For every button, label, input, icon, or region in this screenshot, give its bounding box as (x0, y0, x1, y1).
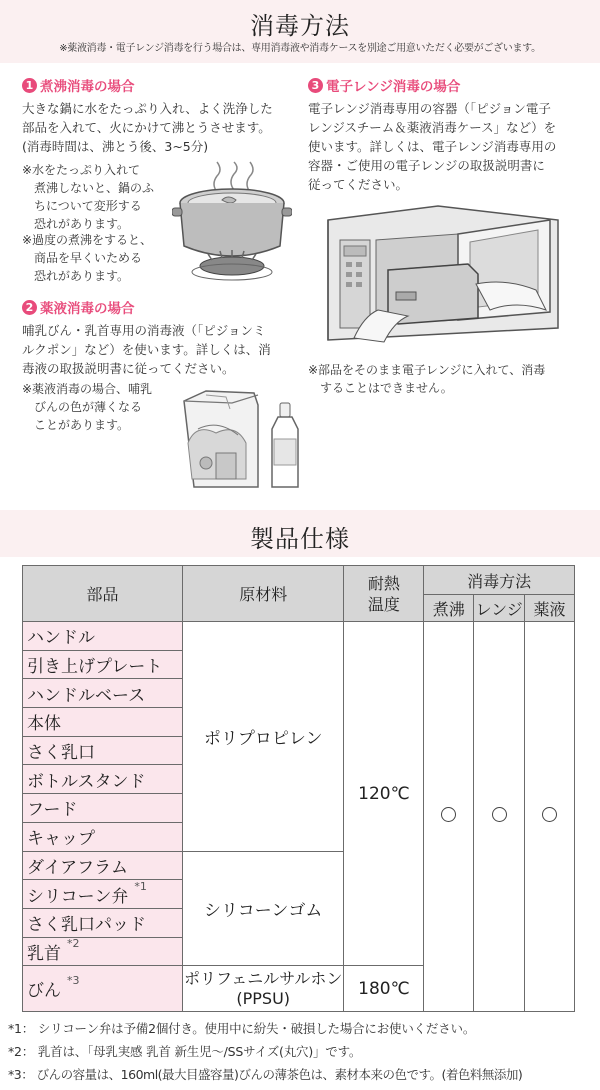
material-cell: シリコーンゴム (182, 851, 344, 966)
part-label: シリコーン弁 (27, 886, 129, 907)
boiling-title (22, 75, 135, 95)
chemical-title (22, 297, 135, 317)
chemical-title-text: 薬液消毒の場合 (40, 301, 135, 317)
microwave-title (308, 75, 460, 95)
material-cell: ポリプロピレン (182, 622, 344, 852)
material-cell: ポリフェニルサルホン (PPSU) (182, 966, 344, 1012)
disinfection-header-band (0, 0, 600, 63)
header-chem: 薬液 (525, 595, 575, 622)
table-row-part: キャップ (23, 822, 183, 851)
number-badge: 2 (22, 300, 37, 315)
footnote-3: *3： びんの容量は、160ml(最大目盛容量)びんの薄茶色は、素材本来の色です。(着色料無添加) (8, 1067, 523, 1082)
pot-on-stove-illustration (172, 158, 292, 283)
table-row-part: ボトルスタンド (23, 765, 183, 794)
number-badge: 1 (22, 78, 37, 93)
header-boil: 煮沸 (424, 595, 474, 622)
table-row-part (23, 880, 183, 909)
footnote-mark: *1 (134, 879, 147, 893)
temp-cell: 120℃ (344, 622, 424, 966)
section-title-disinfection: 消毒方法 (250, 12, 350, 40)
table-row-part: さく乳口 (23, 736, 183, 765)
boiling-body: 大きな鍋に水をたっぷり入れ、よく洗浄した 部品を入れて、火にかけて沸とうさせます。 (消毒時間は、沸とう後、3~5分) (22, 101, 273, 154)
circle-icon (492, 807, 507, 822)
table-row-part: ダイアフラム (23, 851, 183, 880)
circle-icon (441, 807, 456, 822)
microwave-body: 電子レンジ消毒専用の容器（「ピジョン電子 レンジスチーム＆薬液消毒ケース」など）を 使います。詳しくは、電子レンジ消毒専用の 容器・ご使用の電子レンジの取扱説明書に 従ってください。 (308, 101, 557, 192)
table-row-part: フード (23, 794, 183, 823)
disinfectant-container-illustration (176, 383, 301, 493)
microwave-title-text: 電子レンジ消毒の場合 (326, 79, 461, 95)
boil-mark (424, 622, 474, 1012)
boiling-note-2: ※過度の煮沸をすると、 商品を早くいためる 恐れがあります。 (22, 233, 153, 283)
disinfection-note: ※薬液消毒・電子レンジ消毒を行う場合は、専用消毒液や消毒ケースを別途ご用意いただく必要がございます。 (59, 43, 541, 54)
boiling-title-text: 煮沸消毒の場合 (40, 79, 135, 95)
table-row-part: ハンドルベース (23, 679, 183, 708)
header-temp: 耐熱 温度 (344, 566, 424, 622)
table-row-part: 引き上げプレート (23, 650, 183, 679)
temp-cell: 180℃ (344, 966, 424, 1012)
chemical-body: 哺乳びん・乳首専用の消毒液（「ピジョンミ ルクポン」など）を使います。詳しくは、消 毒液の取扱説明書に従ってください。 (22, 323, 271, 376)
number-badge: 3 (308, 78, 323, 93)
footnotes (8, 1017, 598, 1086)
footnote-mark: *2 (67, 936, 80, 950)
section-title-spec: 製品仕様 (250, 525, 350, 553)
part-label: 乳首 (27, 943, 61, 964)
microwave-illustration (318, 200, 593, 350)
table-row-part: ハンドル (23, 622, 183, 651)
chem-mark (525, 622, 575, 1012)
microwave-note: ※部品をそのまま電子レンジに入れて、消毒 することはできません。 (308, 363, 546, 395)
footnote-2: *2： 乳首は、「母乳実感 乳首 新生児～/SSサイズ(丸穴)」です。 (8, 1044, 362, 1059)
header-range: レンジ (474, 595, 525, 622)
spec-table (22, 565, 575, 1012)
range-mark (474, 622, 525, 1012)
footnote-1: *1： シリコーン弁は予備2個付き。使用中に紛失・破損した場合にお使いください。 (8, 1021, 476, 1036)
header-method: 消毒方法 (424, 566, 575, 595)
chemical-note: ※薬液消毒の場合、哺乳 びんの色が薄くなる ことがあります。 (22, 382, 153, 432)
header-material: 原材料 (182, 566, 344, 622)
table-row-part (23, 966, 183, 1012)
table-row-part: 本体 (23, 708, 183, 737)
table-row-part (23, 937, 183, 966)
spec-header-band (0, 510, 600, 557)
header-part: 部品 (23, 566, 183, 622)
table-row-part: さく乳口パッド (23, 908, 183, 937)
boiling-note-1: ※水をたっぷり入れて 煮沸しないと、鍋のふ ちについて変形する 恐れがあります。 (22, 163, 155, 231)
circle-icon (542, 807, 557, 822)
footnote-mark: *3 (67, 974, 80, 988)
part-label: びん (27, 981, 61, 1002)
